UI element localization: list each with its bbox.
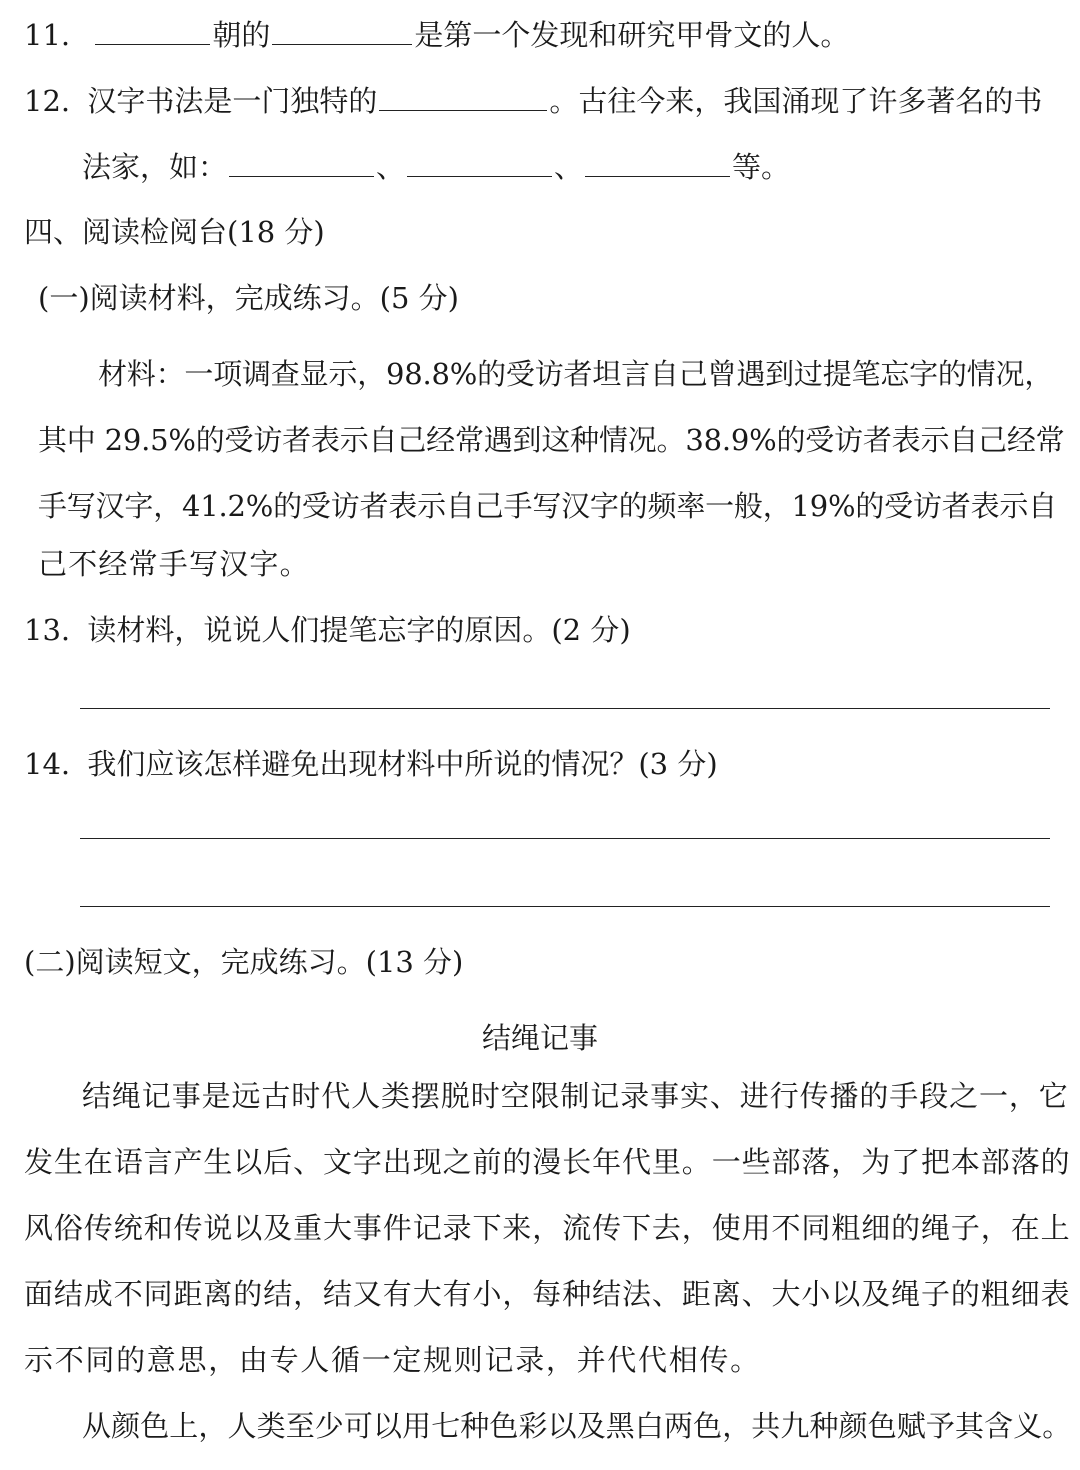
- article-paragraph-line: 结绳记事是远古时代人类摆脱时空限制记录事实、进行传播的手段之一，它: [82, 1079, 1069, 1113]
- question-number: 14.: [24, 747, 71, 781]
- question-text: 法家，如：: [82, 150, 228, 184]
- answer-blank[interactable]: [272, 20, 412, 45]
- material-line: [38, 418, 1065, 459]
- material-text: 手写汉字，41.2%的受访者表示自己手写汉字的频率一般，19%的受访者表示自: [38, 489, 1057, 523]
- question-text: 汉字书法是一门独特的: [87, 84, 378, 118]
- question-text: 。古往今来，我国涌现了许多著名的书: [549, 84, 1043, 118]
- material-text: 其中 29.5%的受访者表示自己经常遇到这种情况。38.9%的受访者表示自己经常: [38, 423, 1065, 457]
- question-11: [24, 20, 849, 50]
- section-heading: 四、阅读检阅台(18 分): [24, 215, 325, 249]
- question-text: 等。: [732, 150, 791, 184]
- part-heading: (一)阅读材料，完成练习。(5 分): [38, 281, 459, 315]
- separator: 、: [376, 150, 406, 184]
- question-12-continued: [82, 152, 790, 182]
- question-14: [24, 747, 718, 781]
- answer-blank[interactable]: [379, 86, 547, 111]
- material-line: [38, 547, 310, 581]
- separator: 、: [554, 150, 584, 184]
- answer-blank[interactable]: [229, 152, 374, 177]
- answer-line[interactable]: [80, 838, 1050, 839]
- question-number: 11.: [24, 18, 71, 52]
- material-text: 己不经常手写汉字。: [38, 547, 310, 581]
- question-number: 12.: [24, 84, 71, 118]
- question-text: 我们应该怎样避免出现材料中所说的情况？(3 分): [87, 747, 718, 781]
- article-paragraph-line: 面结成不同距离的结，结又有大有小，每种结法、距离、大小以及绳子的粗细表: [24, 1277, 1071, 1311]
- article-paragraph-line: 示不同的意思，由专人循一定规则记录，并代代相传。: [24, 1343, 761, 1377]
- article-paragraph-line: 从颜色上，人类至少可以用七种色彩以及黑白两色，共九种颜色赋予其含义。: [82, 1409, 1072, 1443]
- question-text: 朝的: [212, 18, 271, 52]
- article-title: 结绳记事: [481, 1021, 598, 1055]
- part-heading: (二)阅读短文，完成练习。(13 分): [24, 945, 464, 979]
- answer-blank[interactable]: [585, 152, 730, 177]
- answer-blank[interactable]: [95, 20, 210, 45]
- article-paragraph-line: 风俗传统和传说以及重大事件记录下来，流传下去，使用不同粗细的绳子，在上: [24, 1211, 1071, 1245]
- question-13: [24, 613, 631, 647]
- answer-line[interactable]: [80, 906, 1050, 907]
- material-line: [38, 484, 1057, 525]
- material-text: 材料：一项调查显示，98.8%的受访者坦言自己曾遇到过提笔忘字的情况，: [98, 357, 1054, 391]
- question-12: [24, 86, 1042, 116]
- question-text: 读材料，说说人们提笔忘字的原因。(2 分): [87, 613, 631, 647]
- question-number: 13.: [24, 613, 71, 647]
- material-line: [98, 352, 1052, 393]
- answer-line[interactable]: [80, 708, 1050, 709]
- question-text: 是第一个发现和研究甲骨文的人。: [414, 18, 850, 52]
- answer-blank[interactable]: [407, 152, 552, 177]
- article-paragraph-line: 发生在语言产生以后、文字出现之前的漫长年代里。一些部落，为了把本部落的: [24, 1145, 1071, 1179]
